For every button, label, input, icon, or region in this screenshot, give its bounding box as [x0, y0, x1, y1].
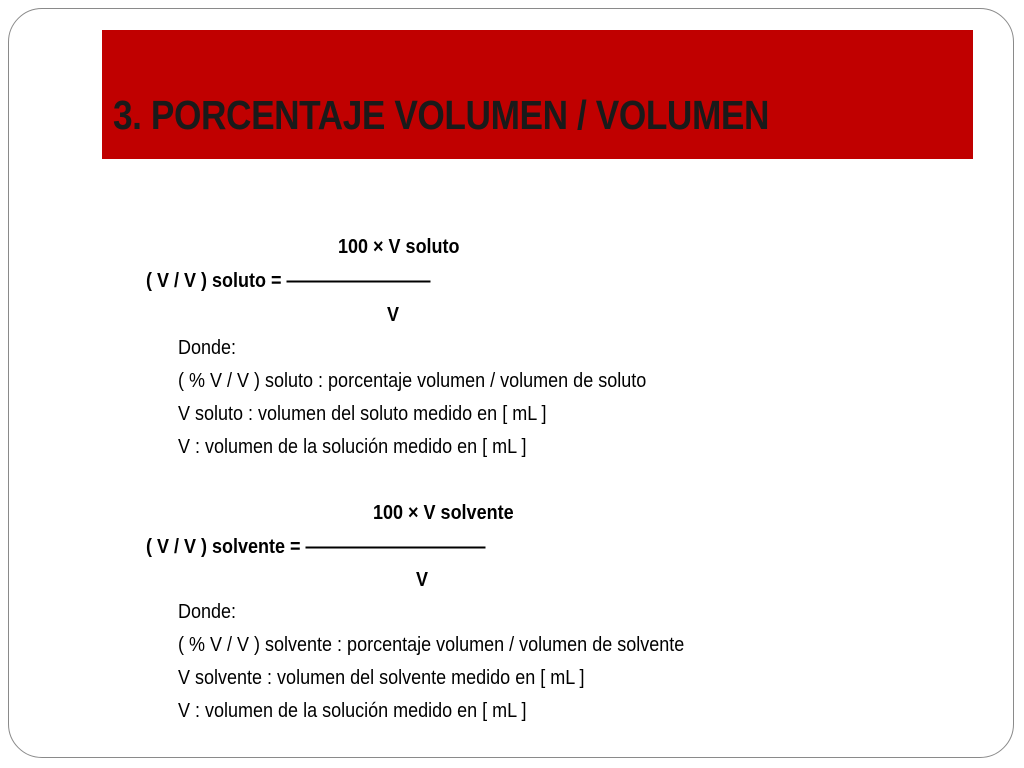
- legend2-heading: Donde:: [178, 601, 237, 623]
- slide-title: 3. PORCENTAJE VOLUMEN / VOLUMEN: [113, 92, 770, 138]
- formula2-lhs: ( V / V ) solvente = ——————————: [146, 536, 486, 558]
- formula2-denominator: V: [416, 569, 429, 591]
- legend2-line2: V solvente : volumen del solvente medido en [ mL ]: [178, 667, 585, 689]
- legend1-line3: V : volumen de la solución medido en [ mL ]: [178, 436, 527, 458]
- formula1-lhs: ( V / V ) soluto = ————————: [146, 270, 431, 292]
- legend1-heading: Donde:: [178, 337, 237, 359]
- formula1-denominator: V: [387, 304, 400, 326]
- legend1-line1: ( % V / V ) soluto : porcentaje volumen / volumen de soluto: [178, 370, 647, 392]
- legend2-line3: V : volumen de la solución medido en [ mL ]: [178, 700, 527, 722]
- formula2-numerator: 100 × V solvente: [373, 502, 514, 524]
- formula1-numerator: 100 × V soluto: [338, 236, 460, 258]
- legend1-line2: V soluto : volumen del soluto medido en [ mL ]: [178, 403, 547, 425]
- legend2-line1: ( % V / V ) solvente : porcentaje volumen / volumen de solvente: [178, 634, 685, 656]
